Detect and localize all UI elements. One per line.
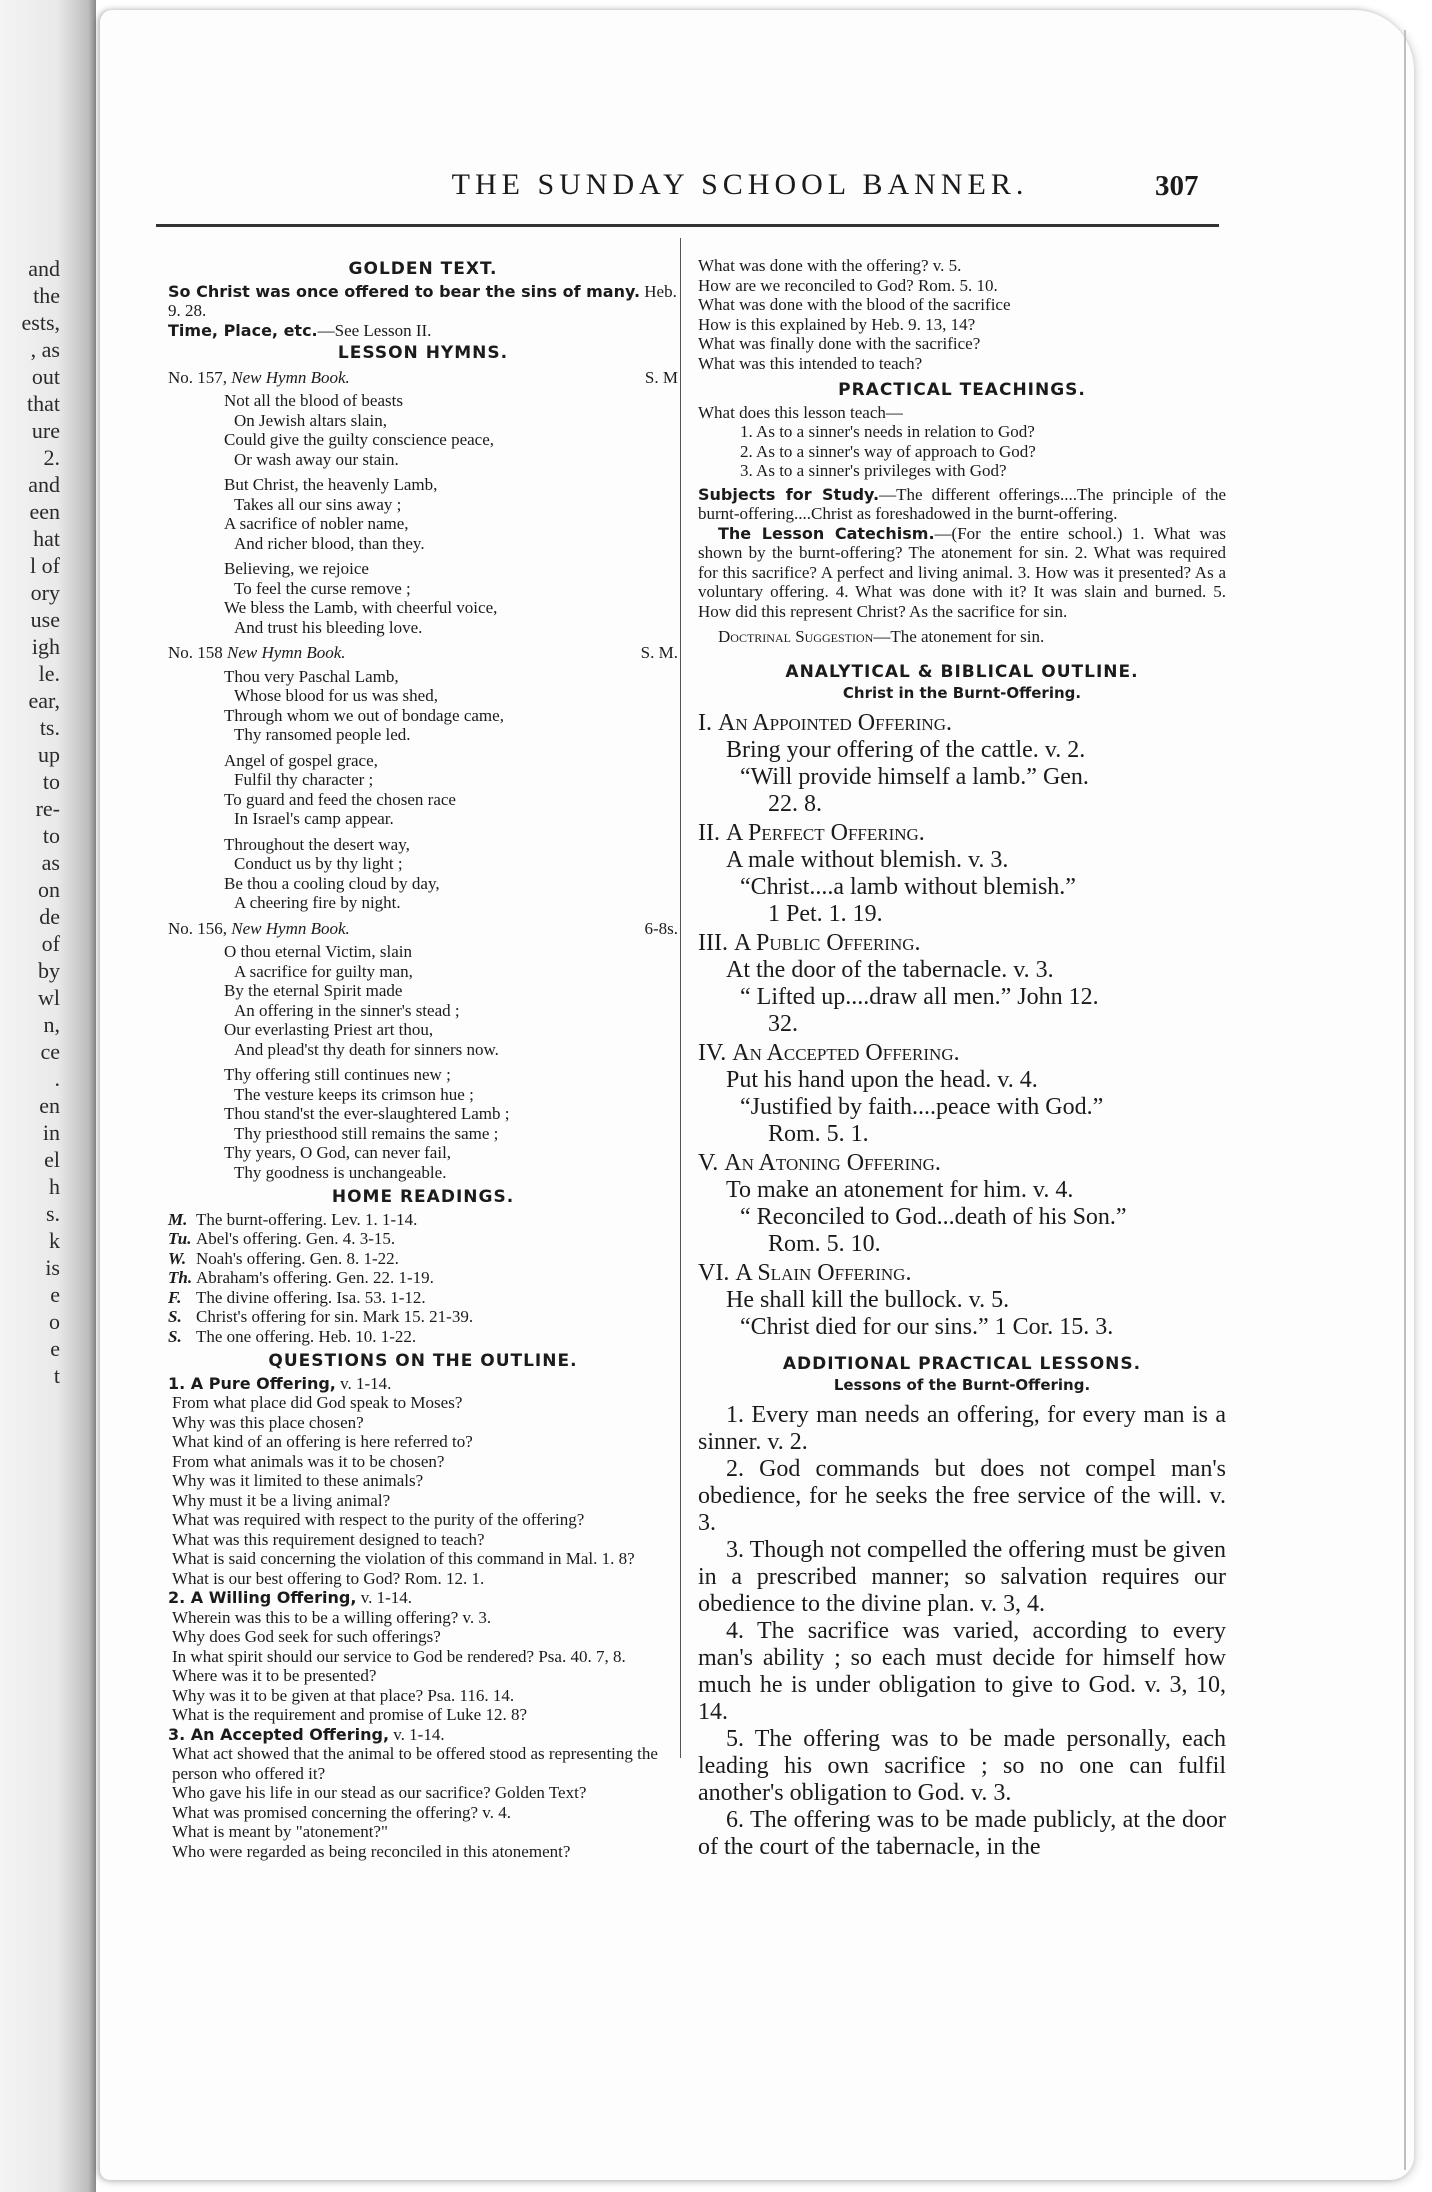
column-divider: [680, 238, 681, 1758]
prev-page-fragment: in: [42, 1120, 60, 1145]
prev-page-fragment: ear,: [28, 688, 60, 713]
outline-point-heading: [698, 930, 1226, 957]
outline-point-text: He shall kill the bullock. v. 5.: [726, 1286, 1010, 1313]
hymn-stanza: [224, 942, 678, 1059]
outline-heading: ANALYTICAL & BIBLICAL OUTLINE.: [785, 661, 1139, 682]
hymn-header: [168, 368, 678, 388]
previous-page-fragments: [0, 255, 60, 1389]
prev-page-fragment: by: [38, 958, 60, 983]
prev-page-fragment: ce: [40, 1039, 60, 1064]
prev-page-fragment: le.: [38, 661, 60, 686]
question: Why was this place chosen?: [172, 1412, 364, 1432]
running-header: THE SUNDAY SCHOOL BANNER.: [451, 168, 1029, 201]
time-place-label: Time, Place, etc.: [168, 320, 318, 340]
question: What is the requirement and promise of Luke 12. 8?: [172, 1705, 527, 1724]
prev-page-fragment: el: [44, 1147, 60, 1172]
reading-text: The one offering. Heb. 10. 1-22.: [196, 1326, 417, 1346]
practical-teachings-heading: PRACTICAL TEACHINGS.: [838, 380, 1086, 400]
hymn-number-book: [168, 919, 350, 939]
hymn-meter: 6-8s.: [644, 918, 678, 938]
outline-point-title: An Appointed Offering.: [718, 709, 952, 736]
question: Why must it be a living animal?: [172, 1490, 391, 1510]
hymn-line: Conduct us by thy light ;: [234, 854, 403, 873]
outline-point-citation: Rom. 5. 10.: [768, 1230, 881, 1257]
prev-page-fragment: e: [50, 1282, 60, 1307]
question-group-ref: v. 1-14.: [340, 1373, 392, 1393]
reading-day: Tu.: [168, 1229, 192, 1248]
prev-page-fragment: and: [28, 472, 60, 497]
prev-page-fragment: out: [31, 364, 60, 389]
prev-page-fragment: and: [28, 256, 60, 281]
outline-point-heading: [698, 710, 1226, 737]
practical-lesson: 4. The sacrifice was varied, according to every man's ability ; so each must decide for himself how much he is under obligation to give to God. v. 3, 10, 14.: [698, 1617, 1226, 1725]
hymn-line: By the eternal Spirit made: [224, 981, 403, 1000]
hymn-line: Angel of gospel grace,: [224, 750, 378, 770]
outline-point-number: I.: [698, 709, 712, 736]
outline-point-number: VI.: [698, 1259, 730, 1286]
hymn-line: A sacrifice for guilty man,: [234, 961, 413, 981]
reading-row: [168, 1327, 678, 1347]
practical-item: 2. As to a sinner's way of approach to God?: [740, 441, 1036, 461]
subjects-label: Subjects for Study.: [698, 484, 880, 504]
prev-page-fragment: that: [27, 391, 60, 416]
continued-questions: [698, 256, 1226, 373]
hymn-book: New Hymn Book.: [231, 367, 350, 387]
hymn-line: Through whom we out of bondage came,: [224, 705, 504, 725]
additional-lessons: [698, 1402, 1226, 1861]
hymn-line: And trust his bleeding love.: [234, 617, 423, 637]
question: From what place did God speak to Moses?: [172, 1393, 463, 1412]
hymn-line: And plead'st thy death for sinners now.: [234, 1039, 499, 1059]
outline-point-number: V.: [698, 1149, 719, 1176]
hymn-number: No. 158: [168, 643, 223, 662]
doctrinal-suggestion: [698, 627, 1226, 647]
reading-row: [168, 1288, 678, 1308]
practical-lesson: 3. Though not compelled the offering must be given in a prescribed manner; so salvation requires our obedience to the divine plan. v. 3, 4.: [698, 1536, 1226, 1617]
outline-point-citation: 32.: [768, 1010, 798, 1037]
hymn-line: Thy priesthood still remains the same ;: [234, 1123, 499, 1143]
doctrinal-text: —The atonement for sin.: [873, 627, 1045, 646]
question-group-title: [168, 1374, 678, 1394]
hymn-line: We bless the Lamb, with cheerful voice,: [224, 598, 498, 617]
question-group-ref: v. 1-14.: [393, 1724, 445, 1744]
catechism-text: —(For the entire school.) 1. What was shown by the burnt-offering? The atonement for sin. 2. What was required for this sacrifice? A perfect and living animal. 3. How was it presented? As a voluntary offering. 4. What was done with it? It was slain and burned. 5. How did this represent Christ? As the sacrifice for sin.: [698, 523, 1226, 621]
prev-page-fragment: s.: [45, 1201, 60, 1226]
outline-point-text: To make an atonement for him. v. 4.: [726, 1176, 1074, 1203]
outline-point-title: A Public Offering.: [733, 929, 921, 956]
prev-page-fragment: the: [33, 283, 60, 308]
hymn-book: New Hymn Book.: [227, 643, 346, 662]
question-group-title: [168, 1725, 678, 1745]
practical-items: [698, 422, 1226, 481]
outline-point-text: At the door of the tabernacle. v. 3.: [726, 956, 1054, 983]
golden-text-ref: Heb. 9. 28.: [168, 281, 677, 320]
question: Wherein was this to be a willing offering? v. 3.: [172, 1607, 492, 1627]
prev-page-fragment: re-: [35, 796, 60, 821]
prev-page-fragment: ests,: [21, 310, 60, 335]
practical-lesson: 1. Every man needs an offering, for every man is a sinner. v. 2.: [698, 1401, 1226, 1455]
outline-subheading: Christ in the Burnt-Offering.: [842, 684, 1082, 702]
hymn-stanza: [224, 667, 678, 745]
prev-page-fragment: en: [39, 1093, 60, 1118]
hymn-line: An offering in the sinner's stead ;: [234, 1000, 460, 1020]
question: What was this requirement designed to teach?: [172, 1529, 485, 1549]
question: What act showed that the animal to be offered stood as representing the person who offered it?: [172, 1744, 658, 1783]
outline-point-heading: [698, 1150, 1226, 1177]
question-groups: [168, 1374, 678, 1862]
hymn-number: No. 157,: [168, 367, 228, 387]
hymn-line: Fulfil thy character ;: [234, 770, 374, 789]
outline-point-number: II.: [698, 819, 720, 846]
outline-point-quote: “Christ....a lamb without blemish.”: [740, 873, 1076, 900]
hymn-header: [168, 919, 678, 939]
prev-page-fragment: igh: [31, 634, 60, 659]
reading-row: [168, 1249, 678, 1269]
hymn-line: O thou eternal Victim, slain: [224, 942, 412, 961]
outline-point-title: A Perfect Offering.: [725, 819, 925, 846]
home-readings-heading: HOME READINGS.: [331, 1187, 515, 1207]
practical-item: 3. As to a sinner's privileges with God?: [740, 461, 1007, 480]
reading-day: W.: [168, 1248, 187, 1268]
question: From what animals was it to be chosen?: [172, 1451, 445, 1471]
question: In what spirit should our service to God be rendered? Psa. 40. 7, 8.: [172, 1646, 626, 1666]
reading-day: F.: [168, 1287, 182, 1307]
reading-text: The divine offering. Isa. 53. 1-12.: [196, 1287, 426, 1307]
prev-page-fragment: ts.: [39, 715, 60, 740]
prev-page-fragment: up: [38, 742, 60, 767]
hymn-meter: S. M: [644, 367, 678, 387]
prev-page-fragment: wl: [38, 985, 60, 1010]
prev-page-fragment: h: [49, 1174, 60, 1199]
question: Why was it limited to these animals?: [172, 1471, 424, 1490]
prev-page-fragment: k: [49, 1228, 60, 1253]
outline-point-heading: [698, 1260, 1226, 1287]
additional-lessons-subheading: Lessons of the Burnt-Offering.: [833, 1376, 1091, 1394]
hymn-line: Thy years, O God, can never fail,: [224, 1143, 452, 1162]
prev-page-fragment: ory: [30, 580, 60, 605]
hymn-line: Thy offering still continues new ;: [224, 1065, 451, 1084]
questions-heading: QUESTIONS ON THE OUTLINE.: [268, 1351, 578, 1371]
practical-item: 1. As to a sinner's needs in relation to God?: [740, 422, 1035, 441]
prev-page-fragment: ure: [31, 418, 60, 443]
hymn-line: Thou very Paschal Lamb,: [224, 666, 399, 686]
golden-text-verse: So Christ was once offered to bear the sins of many.: [168, 281, 641, 301]
reading-row: [168, 1229, 678, 1249]
question: What was this intended to teach?: [698, 353, 923, 373]
hymn-header: [168, 643, 678, 663]
outline-point-quote: “ Lifted up....draw all men.” John 12.: [740, 983, 1099, 1010]
practical-lesson: 2. God commands but does not compel man's obedience, for he seeks the free service of the will. v. 3.: [698, 1455, 1226, 1536]
question: What was promised concerning the offering? v. 4.: [172, 1802, 511, 1822]
question: What is our best offering to God? Rom. 12. 1.: [172, 1568, 485, 1588]
hymn-stanza: [224, 391, 678, 469]
hymn-stanza: [224, 1065, 678, 1182]
question-group-ref: v. 1-14.: [360, 1588, 413, 1607]
outline-point-text: Bring your offering of the cattle. v. 2.: [726, 736, 1086, 763]
hymn-line: Thou stand'st the ever-slaughtered Lamb ;: [224, 1104, 510, 1123]
lesson-hymns: [168, 368, 678, 1183]
prev-page-fragment: l of: [30, 553, 60, 578]
hymn-line: But Christ, the heavenly Lamb,: [224, 475, 438, 494]
prev-page-fragment: e: [50, 1336, 60, 1361]
reading-row: [168, 1307, 678, 1327]
lesson-hymns-heading: LESSON HYMNS.: [337, 343, 509, 363]
outline-point-number: IV.: [698, 1039, 727, 1066]
prev-page-fragment: use: [30, 607, 60, 632]
catechism-label: The Lesson Catechism.: [718, 523, 935, 543]
prev-page-fragment: to: [42, 769, 60, 794]
hymn-line: Thy goodness is unchangeable.: [234, 1162, 447, 1182]
hymn-line: To feel the curse remove ;: [234, 578, 411, 598]
hymn-stanza: [224, 559, 678, 637]
prev-page-fragment: t: [53, 1363, 60, 1388]
reading-day: S.: [168, 1307, 182, 1326]
hymn-book: New Hymn Book.: [231, 918, 350, 938]
left-column: [168, 256, 678, 1861]
question: What was done with the offering? v. 5.: [698, 256, 962, 275]
page-edge: [1394, 30, 1406, 2170]
golden-text: [168, 282, 678, 321]
reading-text: Abraham's offering. Gen. 22. 1-19.: [196, 1268, 434, 1287]
question: Why does God seek for such offerings?: [172, 1627, 441, 1646]
outline-point-quote: “Justified by faith....peace with God.”: [740, 1093, 1104, 1120]
outline-point-citation: Rom. 5. 1.: [768, 1120, 869, 1147]
practical-intro: What does this lesson teach—: [698, 402, 903, 422]
reading-text: The burnt-offering. Lev. 1. 1-14.: [196, 1209, 418, 1229]
question: Who were regarded as being reconciled in this atonement?: [172, 1841, 571, 1861]
home-readings: [168, 1210, 678, 1347]
prev-page-fragment: n,: [43, 1012, 60, 1037]
hymn-number-book: [168, 643, 346, 663]
hymn-number-book: [168, 368, 350, 388]
question: What was required with respect to the purity of the offering?: [172, 1510, 585, 1529]
question: What was done with the blood of the sacrifice: [698, 295, 1011, 314]
reading-text: Noah's offering. Gen. 8. 1-22.: [196, 1248, 399, 1268]
additional-lessons-heading: ADDITIONAL PRACTICAL LESSONS.: [782, 1353, 1142, 1374]
hymn-line: Throughout the desert way,: [224, 834, 410, 854]
question: Who gave his life in our stead as our sacrifice? Golden Text?: [172, 1783, 587, 1802]
question: How is this explained by Heb. 9. 13, 14?: [698, 314, 976, 334]
time-place: [168, 321, 678, 341]
hymn-line: A sacrifice of nobler name,: [224, 514, 409, 533]
question: How are we reconciled to God? Rom. 5. 10.: [698, 275, 998, 295]
reading-text: Christ's offering for sin. Mark 15. 21-39.: [196, 1307, 474, 1326]
question: What is meant by "atonement?": [172, 1822, 388, 1841]
hymn-line: A cheering fire by night.: [234, 893, 401, 912]
outline-point-heading: [698, 1040, 1226, 1067]
outline-point-quote: “Will provide himself a lamb.” Gen.: [740, 763, 1089, 790]
question-group-name: 1. A Pure Offering,: [168, 1373, 336, 1393]
golden-text-heading: GOLDEN TEXT.: [348, 259, 498, 279]
question: What kind of an offering is here referred to?: [172, 1432, 473, 1451]
outline-point-number: III.: [698, 929, 728, 956]
outline-point-title: An Accepted Offering.: [732, 1039, 960, 1066]
hymn-line: Could give the guilty conscience peace,: [224, 430, 495, 449]
prev-page-fragment: of: [41, 931, 60, 956]
hymn-line: Not all the blood of beasts: [224, 391, 403, 410]
hymn-meter: S. M.: [640, 643, 678, 662]
prev-page-fragment: 2.: [43, 445, 60, 470]
question: Why was it to be given at that place? Psa. 116. 14.: [172, 1685, 515, 1705]
prev-page-fragment: is: [45, 1255, 60, 1280]
outline-point-title: A Slain Offering.: [735, 1259, 912, 1286]
hymn-line: On Jewish altars slain,: [234, 410, 387, 430]
lesson-catechism: [698, 524, 1226, 622]
hymn-line: And richer blood, than they.: [234, 533, 425, 553]
hymn-line: In Israel's camp appear.: [234, 809, 394, 828]
hymn-line: Be thou a cooling cloud by day,: [224, 873, 440, 893]
time-place-text: —See Lesson II.: [317, 320, 432, 340]
prev-page-fragment: as: [41, 850, 60, 875]
reading-row: [168, 1268, 678, 1288]
outline-point-text: A male without blemish. v. 3.: [726, 846, 1009, 873]
hymn-line: Thy ransomed people led.: [234, 725, 411, 744]
prev-page-fragment: de: [39, 904, 60, 929]
reading-day: S.: [168, 1326, 182, 1346]
subjects-for-study: [698, 485, 1226, 524]
right-column: [698, 256, 1226, 1861]
question-group-name: 2. A Willing Offering,: [168, 1588, 357, 1607]
prev-page-fragment: .: [54, 1066, 60, 1091]
prev-page-fragment: on: [38, 877, 60, 902]
prev-page-fragment: hat: [33, 526, 60, 551]
outline-point-citation: 1 Pet. 1. 19.: [768, 900, 883, 927]
outline-point-title: An Atoning Offering.: [724, 1149, 941, 1176]
prev-page-fragment: o: [49, 1309, 60, 1334]
outline-point-quote: “ Reconciled to God...death of his Son.”: [740, 1203, 1127, 1230]
hymn-line: Our everlasting Priest art thou,: [224, 1020, 434, 1039]
outline-point-citation: 22. 8.: [768, 790, 822, 817]
hymn-stanza: [224, 475, 678, 553]
doctrinal-label: Doctrinal Suggestion: [718, 627, 874, 646]
reading-row: [168, 1210, 678, 1230]
hymn-stanza: [224, 835, 678, 913]
question-group-name: 3. An Accepted Offering,: [168, 1724, 390, 1744]
question: What is said concerning the violation of this command in Mal. 1. 8?: [172, 1549, 635, 1568]
hymn-line: Takes all our sins away ;: [234, 494, 402, 514]
prev-page-fragment: een: [29, 499, 60, 524]
biblical-outline: [698, 710, 1226, 1341]
outline-point-quote: “Christ died for our sins.” 1 Cor. 15. 3.: [740, 1313, 1114, 1340]
hymn-line: Or wash away our stain.: [234, 449, 399, 469]
hymn-line: Whose blood for us was shed,: [234, 686, 438, 705]
question: What was finally done with the sacrifice?: [698, 334, 981, 353]
outline-point-heading: [698, 820, 1226, 847]
hymn-line: The vesture keeps its crimson hue ;: [234, 1084, 474, 1104]
header-rule: [156, 224, 1219, 227]
prev-page-fragment: to: [42, 823, 60, 848]
question-group-title: [168, 1588, 678, 1608]
hymn-number: No. 156,: [168, 918, 228, 938]
hymn-stanza: [224, 751, 678, 829]
reading-day: M.: [168, 1209, 188, 1229]
reading-day: Th.: [168, 1268, 193, 1287]
hymn-line: To guard and feed the chosen race: [224, 789, 456, 809]
page-number: 307: [1155, 170, 1199, 202]
subjects-text: —The different offerings....The principle of the burnt-offering....Christ as foreshadowed in the burnt-offering.: [698, 484, 1226, 523]
hymn-line: Believing, we rejoice: [224, 559, 369, 578]
reading-text: Abel's offering. Gen. 4. 3-15.: [196, 1229, 396, 1248]
question: Where was it to be presented?: [172, 1666, 377, 1685]
outline-point-text: Put his hand upon the head. v. 4.: [726, 1066, 1038, 1093]
practical-lesson: 5. The offering was to be made personally, each leading his own sacrifice ; so no one can fulfil another's obligation to God. v. 3.: [698, 1725, 1226, 1806]
practical-lesson: 6. The offering was to be made publicly, at the door of the court of the tabernacle, in the: [698, 1806, 1226, 1860]
prev-page-fragment: , as: [30, 337, 60, 362]
